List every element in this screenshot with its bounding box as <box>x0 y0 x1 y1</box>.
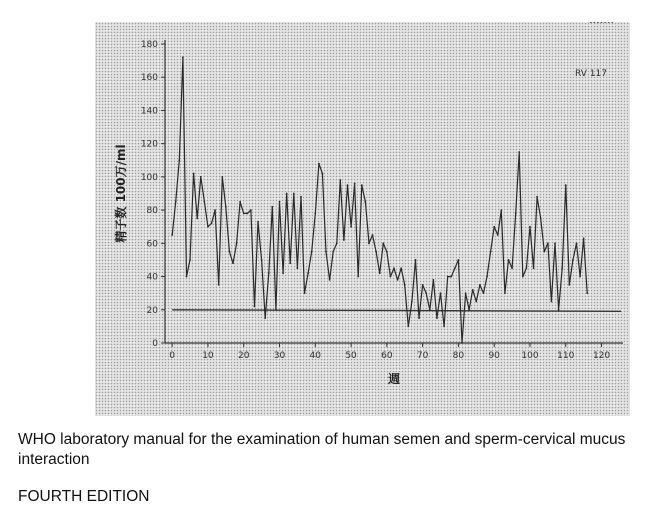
data-point <box>568 284 570 286</box>
data-point <box>579 276 581 278</box>
data-point <box>357 276 359 278</box>
data-point <box>597 22 599 23</box>
data-point <box>511 267 513 269</box>
data-point <box>572 259 574 261</box>
caption-title: WHO laboratory manual for the examination of human semen and sperm-cervical mucus interaction <box>18 431 626 468</box>
data-point <box>361 184 363 186</box>
data-point <box>300 196 302 198</box>
data-point <box>339 179 341 181</box>
data-point <box>529 226 531 228</box>
x-tick-label: 0 <box>169 351 176 361</box>
data-point <box>486 276 488 278</box>
data-point <box>390 276 392 278</box>
data-point <box>304 292 306 294</box>
data-point <box>490 251 492 253</box>
data-point <box>350 226 352 228</box>
data-point <box>547 242 549 244</box>
data-point <box>257 221 259 223</box>
x-tick-label: 50 <box>345 351 357 361</box>
x-tick-label: 90 <box>488 351 500 361</box>
data-point <box>461 342 463 344</box>
data-point <box>336 242 338 244</box>
x-tick-label: 70 <box>416 351 429 361</box>
data-point <box>436 317 438 319</box>
data-point <box>293 193 295 195</box>
data-point <box>429 309 431 311</box>
data-point <box>382 242 384 244</box>
data-point <box>196 218 198 220</box>
data-point <box>254 306 256 308</box>
data-point <box>325 251 327 253</box>
data-point <box>386 251 388 253</box>
y-tick-label: 120 <box>140 139 158 150</box>
data-point <box>275 309 277 311</box>
data-point <box>551 301 553 303</box>
y-tick-label: 180 <box>140 40 158 50</box>
data-point <box>411 301 413 303</box>
data-point <box>175 201 177 203</box>
data-point <box>525 267 527 269</box>
data-point <box>522 276 524 278</box>
data-point <box>483 292 485 294</box>
data-point <box>450 276 452 278</box>
data-point <box>282 272 284 274</box>
data-point <box>447 276 449 278</box>
y-tick-label: 80 <box>146 206 158 217</box>
data-point <box>533 267 535 269</box>
data-point <box>515 213 517 215</box>
data-point <box>565 184 567 186</box>
data-point <box>225 206 227 208</box>
data-point <box>250 209 252 211</box>
chart-annotation: RV 117 <box>575 69 607 79</box>
data-point <box>286 193 288 195</box>
data-point <box>422 284 424 286</box>
chart-figure <box>95 22 630 416</box>
data-point <box>343 239 345 241</box>
series-line <box>172 57 587 343</box>
x-tick-label: 20 <box>237 351 250 361</box>
data-point <box>508 259 510 261</box>
data-point <box>454 267 456 269</box>
chart-svg <box>95 22 630 416</box>
data-point <box>400 267 402 269</box>
data-point <box>271 206 273 208</box>
data-point <box>472 289 474 291</box>
data-point <box>178 159 180 161</box>
data-point <box>203 201 205 203</box>
data-point <box>372 234 374 236</box>
data-point <box>601 22 603 23</box>
data-point <box>425 292 427 294</box>
data-point <box>493 226 495 228</box>
data-point <box>229 251 231 253</box>
data-point <box>518 151 520 153</box>
data-point <box>182 56 184 58</box>
data-point <box>186 276 188 278</box>
data-point <box>296 267 298 269</box>
data-point <box>393 267 395 269</box>
data-point <box>232 262 234 264</box>
y-tick-label: 40 <box>146 272 158 283</box>
data-point <box>207 226 209 228</box>
data-point <box>322 173 324 175</box>
data-point <box>239 201 241 203</box>
data-point <box>604 22 606 23</box>
data-point <box>500 209 502 211</box>
data-point <box>432 279 434 281</box>
data-point <box>264 317 266 319</box>
data-point <box>468 309 470 311</box>
data-point <box>583 237 585 239</box>
y-tick-label: 160 <box>140 73 158 84</box>
data-point <box>590 22 592 23</box>
reference-line <box>172 310 621 312</box>
data-point <box>558 309 560 311</box>
data-point <box>261 259 263 261</box>
data-point <box>418 317 420 319</box>
data-point <box>268 272 270 274</box>
data-point <box>279 201 281 203</box>
data-point <box>554 242 556 244</box>
data-point <box>200 176 202 178</box>
y-axis-title: 精子数 100万/ml <box>114 144 128 243</box>
data-point <box>347 184 349 186</box>
data-point <box>214 209 216 211</box>
data-point <box>465 292 467 294</box>
data-point <box>332 251 334 253</box>
data-point <box>475 301 477 303</box>
x-tick-label: 120 <box>592 351 611 361</box>
data-point <box>611 22 613 23</box>
x-tick-label: 30 <box>273 351 286 361</box>
y-tick-label: 60 <box>146 239 158 250</box>
data-point <box>354 183 356 185</box>
data-point <box>586 292 588 294</box>
data-point <box>543 251 545 253</box>
data-point <box>375 251 377 253</box>
data-point <box>246 213 248 215</box>
data-point <box>368 242 370 244</box>
x-tick-label: 100 <box>521 351 539 361</box>
x-tick-label: 10 <box>202 351 214 361</box>
x-tick-label: 40 <box>309 351 322 361</box>
data-point <box>608 22 610 23</box>
data-point <box>243 213 245 215</box>
x-tick-label: 80 <box>452 351 465 361</box>
data-point <box>443 325 445 327</box>
y-tick-label: 140 <box>140 106 158 117</box>
data-point <box>504 292 506 294</box>
x-tick-label: 110 <box>557 351 575 361</box>
data-point <box>236 242 238 244</box>
data-point <box>404 284 406 286</box>
data-point <box>221 176 223 178</box>
data-point <box>329 279 331 281</box>
data-point <box>193 173 195 175</box>
y-tick-label: 100 <box>140 172 158 183</box>
data-point <box>379 272 381 274</box>
data-point <box>440 292 442 294</box>
data-point <box>536 196 538 198</box>
data-point <box>458 259 460 261</box>
data-point <box>540 218 542 220</box>
data-point <box>311 251 313 253</box>
caption-edition: FOURTH EDITION <box>18 488 150 505</box>
data-point <box>211 223 213 225</box>
data-point <box>314 213 316 215</box>
data-point <box>497 234 499 236</box>
data-point <box>289 262 291 264</box>
data-point <box>318 163 320 165</box>
y-tick-label: 20 <box>146 305 158 316</box>
data-point <box>479 284 481 286</box>
x-axis-title: 週 <box>387 372 401 386</box>
data-point <box>593 22 595 23</box>
data-point <box>189 259 191 261</box>
data-point <box>171 234 173 236</box>
data-point <box>561 267 563 269</box>
data-point <box>407 325 409 327</box>
data-point <box>576 242 578 244</box>
x-tick-label: 60 <box>381 351 393 361</box>
data-point <box>415 259 417 261</box>
data-point <box>218 284 220 286</box>
data-point <box>307 272 309 274</box>
data-point <box>364 201 366 203</box>
data-point <box>397 279 399 281</box>
y-tick-label: 0 <box>152 339 158 349</box>
